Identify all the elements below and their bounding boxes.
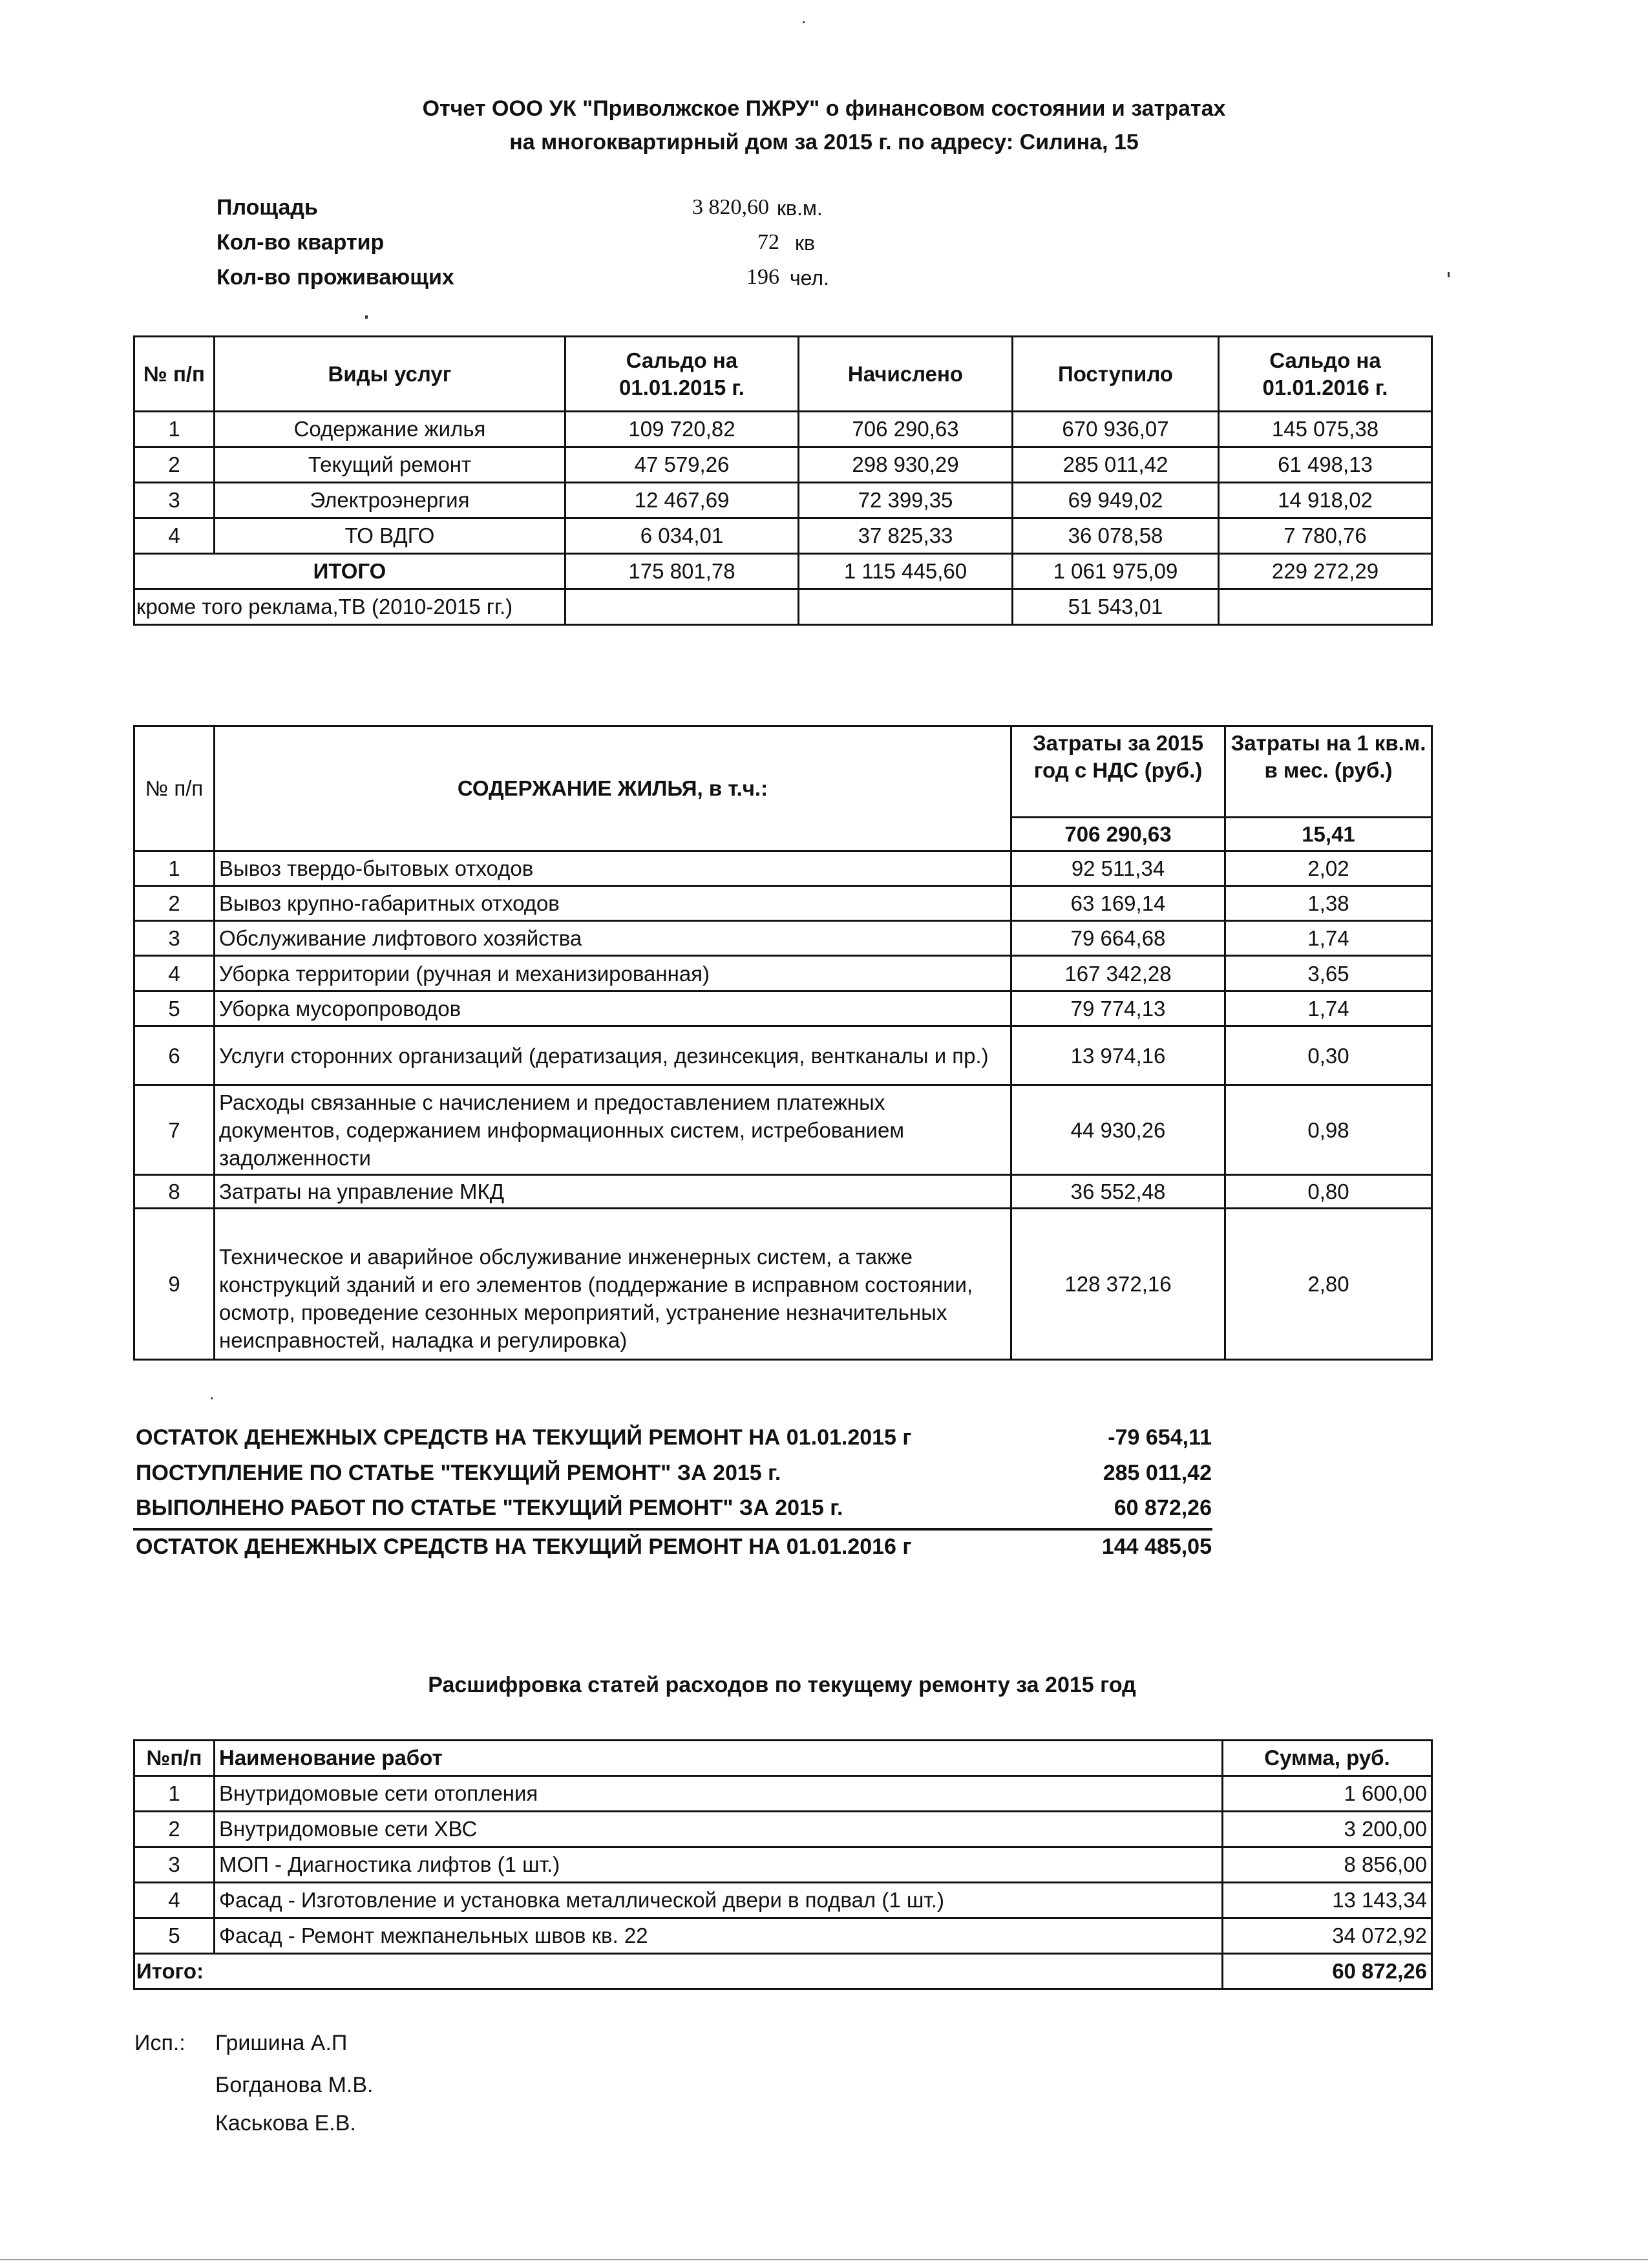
opening-balance: 47 579,26 — [565, 447, 799, 483]
table-row — [134, 1812, 1432, 1847]
col-header-monthly-cost: Затраты на 1 кв.м. в мес. (руб.) — [1225, 726, 1432, 818]
charged-amount: 72 399,35 — [799, 483, 1013, 518]
table-header-row — [134, 1741, 1432, 1776]
service-name: Содержание жилья — [215, 412, 565, 447]
apartments-value: 72 — [757, 230, 779, 254]
repairs-table — [133, 1739, 1433, 1990]
table-row — [134, 921, 1432, 956]
col-header-sum: Сумма, руб. — [1223, 1741, 1432, 1776]
row-number: 3 — [134, 1847, 215, 1883]
table-row — [134, 886, 1432, 921]
closing-balance: 7 780,76 — [1219, 518, 1432, 554]
total-row — [134, 554, 1432, 589]
item-description: Услуги сторонних организаций (дератизация, дезинсекция, вентканалы и пр.) — [215, 1026, 1011, 1085]
closing-balance: 14 918,02 — [1219, 483, 1432, 518]
total-closing-balance: 229 272,29 — [1219, 554, 1432, 589]
total-opening-balance: 175 801,78 — [565, 554, 799, 589]
executor-name: Богданова М.В. — [215, 2073, 374, 2097]
col-header-work: Наименование работ — [215, 1741, 1223, 1776]
received-amount: 36 078,58 — [1013, 518, 1219, 554]
total-charged: 1 115 445,60 — [799, 554, 1013, 589]
annual-cost: 79 774,13 — [1011, 991, 1225, 1026]
scan-speck — [803, 21, 805, 23]
summary-value-received: 285 011,42 — [1103, 1461, 1212, 1485]
summary-divider — [133, 1528, 1212, 1531]
table-row — [134, 447, 1432, 483]
executor-name: Гришина А.П — [215, 2031, 348, 2055]
table-header-row — [134, 726, 1432, 818]
col-header-closing-balance: Сальдо на 01.01.2016 г. — [1219, 337, 1432, 412]
item-description: Техническое и аварийное обслуживание инженерных систем, а также конструкций зданий и его элементов (поддержание в исправном состоянии, осмотр, проведение сезонных мероприятий, устранение незначительных неисправностей, наладка и регулировка) — [215, 1209, 1011, 1360]
work-sum: 13 143,34 — [1223, 1883, 1432, 1918]
empty-cell — [799, 589, 1013, 625]
item-description: Затраты на управление МКД — [215, 1175, 1011, 1209]
table-row — [134, 1085, 1432, 1175]
col-header-annual-cost: Затраты за 2015 год с НДС (руб.) — [1011, 726, 1225, 818]
annual-cost: 44 930,26 — [1011, 1085, 1225, 1175]
service-name: Электроэнергия — [215, 483, 565, 518]
area-unit: кв.м. — [777, 196, 823, 220]
summary-label-completed: ВЫПОЛНЕНО РАБОТ ПО СТАТЬЕ "ТЕКУЩИЙ РЕМОНТ" ЗА 2015 г. — [136, 1496, 843, 1520]
annual-cost: 92 511,34 — [1011, 851, 1225, 886]
annual-cost: 79 664,68 — [1011, 921, 1225, 956]
table-row — [134, 1209, 1432, 1360]
row-number: 2 — [134, 1812, 215, 1847]
scan-edge — [0, 2259, 1648, 2260]
item-description: Вывоз крупно-габаритных отходов — [215, 886, 1011, 921]
apartments-unit: кв — [795, 231, 815, 255]
annual-cost: 128 372,16 — [1011, 1209, 1225, 1360]
work-name: Фасад - Изготовление и установка металлической двери в подвал (1 шт.) — [215, 1883, 1223, 1918]
table-row — [134, 851, 1432, 886]
work-sum: 3 200,00 — [1223, 1812, 1432, 1847]
row-number: 2 — [134, 447, 215, 483]
row-number: 3 — [134, 921, 215, 956]
executor-label: Исп.: — [134, 2031, 185, 2055]
row-number: 5 — [134, 1918, 215, 1954]
empty-cell — [565, 589, 799, 625]
summary-label-opening: ОСТАТОК ДЕНЕЖНЫХ СРЕДСТВ НА ТЕКУЩИЙ РЕМОНТ НА 01.01.2015 г — [136, 1425, 912, 1450]
table-row — [134, 1175, 1432, 1209]
item-description: Обслуживание лифтового хозяйства — [215, 921, 1011, 956]
report-title-line1: Отчет ООО УК "Приволжское ПЖРУ" о финансовом состоянии и затратах — [422, 96, 1226, 121]
monthly-cost: 0,80 — [1225, 1175, 1432, 1209]
col-header-received: Поступило — [1013, 337, 1219, 412]
empty-cell — [1219, 589, 1432, 625]
col-header-number: № п/п — [134, 726, 215, 851]
apartments-label: Кол-во квартир — [217, 230, 385, 255]
monthly-cost: 1,74 — [1225, 921, 1432, 956]
work-name: МОП - Диагностика лифтов (1 шт.) — [215, 1847, 1223, 1883]
opening-balance: 12 467,69 — [565, 483, 799, 518]
advertising-received: 51 543,01 — [1013, 589, 1219, 625]
residents-unit: чел. — [790, 266, 829, 290]
col-header-number: №п/п — [134, 1741, 215, 1776]
summary-label-closing: ОСТАТОК ДЕНЕЖНЫХ СРЕДСТВ НА ТЕКУЩИЙ РЕМОНТ НА 01.01.2016 г — [136, 1534, 912, 1559]
row-number: 2 — [134, 886, 215, 921]
summary-label-received: ПОСТУПЛЕНИЕ ПО СТАТЬЕ "ТЕКУЩИЙ РЕМОНТ" ЗА 2015 г. — [136, 1461, 781, 1485]
service-name: Текущий ремонт — [215, 447, 565, 483]
executor-name: Каськова Е.В. — [215, 2111, 356, 2136]
annual-cost: 63 169,14 — [1011, 886, 1225, 921]
monthly-cost: 0,30 — [1225, 1026, 1432, 1085]
report-title-line2: на многоквартирный дом за 2015 г. по адресу: Силина, 15 — [509, 130, 1139, 154]
summary-value-completed: 60 872,26 — [1114, 1496, 1212, 1520]
table-row — [134, 1026, 1432, 1085]
area-value: 3 820,60 — [692, 195, 769, 219]
col-header-maintenance: СОДЕРЖАНИЕ ЖИЛЬЯ, в т.ч.: — [215, 726, 1011, 851]
maintenance-table — [133, 725, 1433, 1361]
work-sum: 8 856,00 — [1223, 1847, 1432, 1883]
annual-cost: 36 552,48 — [1011, 1175, 1225, 1209]
monthly-cost: 2,80 — [1225, 1209, 1432, 1360]
table-row — [134, 483, 1432, 518]
row-number: 4 — [134, 1883, 215, 1918]
total-received: 1 061 975,09 — [1013, 554, 1219, 589]
row-number: 3 — [134, 483, 215, 518]
table-row — [134, 1776, 1432, 1812]
closing-balance: 145 075,38 — [1219, 412, 1432, 447]
closing-balance: 61 498,13 — [1219, 447, 1432, 483]
total-annual-cost: 706 290,63 — [1011, 818, 1225, 851]
row-number: 8 — [134, 1175, 215, 1209]
received-amount: 670 936,07 — [1013, 412, 1219, 447]
work-name: Фасад - Ремонт межпанельных швов кв. 22 — [215, 1918, 1223, 1954]
monthly-cost: 1,74 — [1225, 991, 1432, 1026]
item-description: Уборка мусоропроводов — [215, 991, 1011, 1026]
item-description: Расходы связанные с начислением и предоставлением платежных документов, содержанием информационных систем, истребованием задолженности — [215, 1085, 1011, 1175]
total-label: ИТОГО — [134, 554, 565, 589]
area-label: Площадь — [217, 195, 318, 220]
row-number: 4 — [134, 956, 215, 991]
col-header-number: № п/п — [134, 337, 215, 412]
item-description: Вывоз твердо-бытовых отходов — [215, 851, 1011, 886]
col-header-opening-balance: Сальдо на 01.01.2015 г. — [565, 337, 799, 412]
repairs-title: Расшифровка статей расходов по текущему ремонту за 2015 год — [428, 1673, 1136, 1697]
row-number: 9 — [134, 1209, 215, 1360]
advertising-label: кроме того реклама,ТВ (2010-2015 гг.) — [134, 589, 565, 625]
total-row — [134, 1954, 1432, 1989]
total-sum: 60 872,26 — [1223, 1954, 1432, 1989]
scan-speck — [211, 1397, 213, 1399]
row-number: 1 — [134, 1776, 215, 1812]
total-monthly-cost: 15,41 — [1225, 818, 1432, 851]
row-number: 5 — [134, 991, 215, 1026]
monthly-cost: 2,02 — [1225, 851, 1432, 886]
residents-value: 196 — [746, 265, 779, 289]
work-name: Внутридомовые сети ХВС — [215, 1812, 1223, 1847]
item-description: Уборка территории (ручная и механизированная) — [215, 956, 1011, 991]
annual-cost: 13 974,16 — [1011, 1026, 1225, 1085]
annual-cost: 167 342,28 — [1011, 956, 1225, 991]
monthly-cost: 3,65 — [1225, 956, 1432, 991]
row-number: 4 — [134, 518, 215, 554]
charged-amount: 298 930,29 — [799, 447, 1013, 483]
table-header-row — [134, 337, 1432, 412]
summary-value-opening: -79 654,11 — [1108, 1425, 1212, 1450]
table-row — [134, 991, 1432, 1026]
row-number: 1 — [134, 851, 215, 886]
scan-speck — [1448, 272, 1450, 277]
opening-balance: 109 720,82 — [565, 412, 799, 447]
received-amount: 69 949,02 — [1013, 483, 1219, 518]
work-sum: 1 600,00 — [1223, 1776, 1432, 1812]
work-name: Внутридомовые сети отопления — [215, 1776, 1223, 1812]
residents-label: Кол-во проживающих — [217, 265, 454, 290]
table-row — [134, 412, 1432, 447]
work-sum: 34 072,92 — [1223, 1918, 1432, 1954]
monthly-cost: 1,38 — [1225, 886, 1432, 921]
scan-speck — [365, 315, 368, 319]
row-number: 1 — [134, 412, 215, 447]
opening-balance: 6 034,01 — [565, 518, 799, 554]
col-header-charged: Начислено — [799, 337, 1013, 412]
total-label: Итого: — [134, 1954, 1223, 1989]
summary-value-closing: 144 485,05 — [1101, 1534, 1212, 1559]
row-number: 6 — [134, 1026, 215, 1085]
table-row — [134, 1847, 1432, 1883]
table-row — [134, 1883, 1432, 1918]
table-row — [134, 518, 1432, 554]
service-name: ТО ВДГО — [215, 518, 565, 554]
col-header-service: Виды услуг — [215, 337, 565, 412]
table-row — [134, 956, 1432, 991]
charged-amount: 706 290,63 — [799, 412, 1013, 447]
extra-row — [134, 589, 1432, 625]
services-table — [133, 335, 1433, 626]
monthly-cost: 0,98 — [1225, 1085, 1432, 1175]
received-amount: 285 011,42 — [1013, 447, 1219, 483]
row-number: 7 — [134, 1085, 215, 1175]
charged-amount: 37 825,33 — [799, 518, 1013, 554]
table-row — [134, 1918, 1432, 1954]
